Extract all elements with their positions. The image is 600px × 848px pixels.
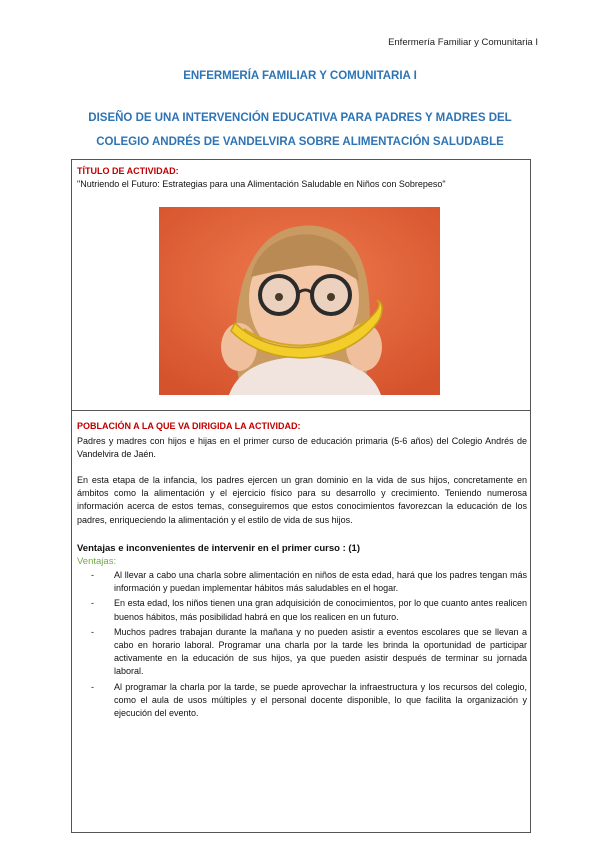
subtitle-line-1: DISEÑO DE UNA INTERVENCIÓN EDUCATIVA PARA PADRES Y MADRES DEL (88, 112, 512, 124)
activity-table (71, 159, 531, 833)
running-header: Enfermería Familiar y Comunitaria I (388, 37, 538, 48)
list-item (77, 569, 527, 595)
advantages-heading: Ventajas e inconvenientes de intervenir en el primer curso : (1) (77, 543, 360, 554)
population-cell (72, 411, 530, 832)
list-item (77, 597, 527, 623)
bullet-dash: - (91, 598, 94, 609)
list-item (77, 681, 527, 721)
photo-illustration (159, 207, 440, 395)
list-item-text: Al llevar a cabo una charla sobre alimentación en niños de esta edad, hará que los padres tengan más información y puedan implementar hábitos más saludables en el hogar. (114, 570, 527, 594)
activity-name: "Nutriendo el Futuro: Estrategias para una Alimentación Saludable en Niños con Sobrepeso" (77, 179, 446, 189)
population-paragraph-2: En esta etapa de la infancia, los padres ejercen un gran dominio en la vida de sus hijos, concretamente en ámbitos como la alimentación y el ejercicio físico para su desarrollo y crecimiento. Teniendo numerosa información acerca de estos temas, conseguiremos que estos conocimientos favorezcan la educación de los padres, enriqueciendo la alimentación y el estilo de vida de sus hijos. (77, 475, 527, 525)
advantages-subheading: Ventajas: (77, 556, 117, 567)
activity-title-cell (72, 160, 530, 411)
document-subtitle (70, 106, 530, 154)
list-item (77, 626, 527, 679)
document-title: ENFERMERÍA FAMILIAR Y COMUNITARIA I (183, 70, 417, 82)
bullet-dash: - (91, 681, 94, 692)
list-item-text: En esta edad, los niños tienen una gran adquisición de conocimientos, por lo que cuanto antes realicen buenos hábitos, más posibilidad habrá en que los realicen en un futuro. (114, 598, 527, 622)
bullet-dash: - (91, 626, 94, 637)
child-banana-photo (159, 207, 440, 395)
bullet-dash: - (91, 570, 94, 580)
advantages-list (77, 569, 527, 722)
list-item-text: Al programar la charla por la tarde, se puede aprovechar la infraestructura y los recursos del colegio, como el aula de usos múltiples y el personal docente disponible, lo que facilita la organización y ejecución del evento. (114, 681, 527, 719)
population-label: POBLACIÓN A LA QUE VA DIRIGIDA LA ACTIVIDAD: (77, 421, 301, 431)
list-item-text: Muchos padres trabajan durante la mañana y no pueden asistir a eventos escolares que se llevan a cabo en horario laboral. Programar una charla por la tarde les brinda la oportunidad de participar activamente en la educación de sus hijos, ya que pueden asistir después de terminar su jornada laboral. (114, 626, 527, 677)
population-paragraph-1: Padres y madres con hijos e hijas en el primer curso de educación primaria (5-6 años) del Colegio Andrés de Vandelvira de Jaén. (77, 436, 527, 460)
activity-title-label: TÍTULO DE ACTIVIDAD: (77, 166, 179, 176)
subtitle-line-2: COLEGIO ANDRÉS DE VANDELVIRA SOBRE ALIMENTACIÓN SALUDABLE (96, 136, 504, 148)
